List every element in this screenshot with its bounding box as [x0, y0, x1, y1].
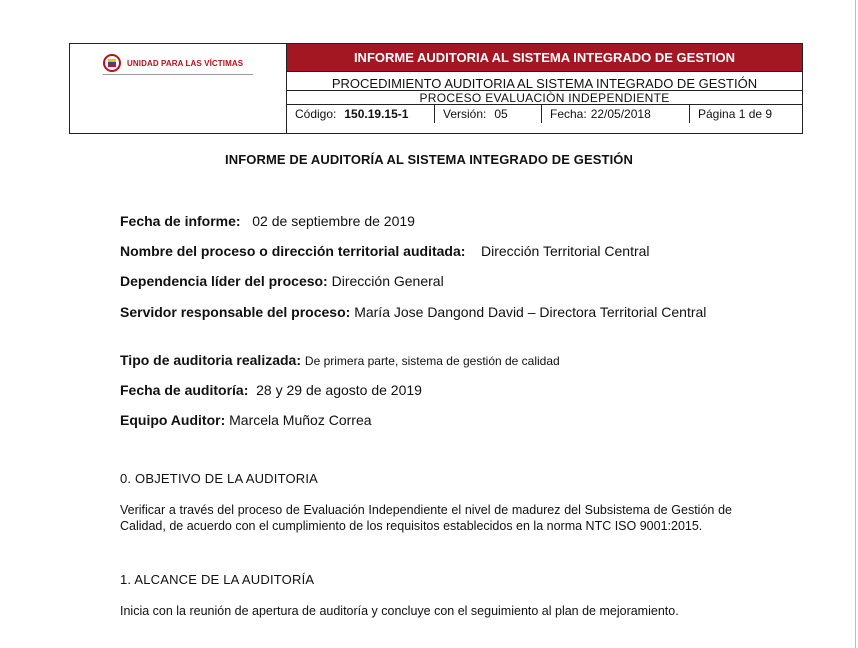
logo-divider — [103, 74, 253, 75]
version-cell — [435, 105, 542, 123]
document-title: INFORME DE AUDITORÍA AL SISTEMA INTEGRADO DE GESTIÓN — [225, 152, 633, 167]
audit-date-value: 28 y 29 de agosto de 2019 — [256, 382, 422, 398]
date-cell — [542, 105, 690, 123]
audit-team-value: Marcela Muñoz Correa — [229, 412, 372, 428]
header-process: PROCESO EVALUACIÒN INDEPENDIENTE — [287, 91, 802, 105]
header-title: INFORME AUDITORIA AL SISTEMA INTEGRADO DE GESTION — [287, 44, 802, 72]
objective-heading: 0. OBJETIVO DE LA AUDITORIA — [120, 471, 319, 486]
audit-type-label: Tipo de auditoria realizada: — [120, 352, 302, 368]
audit-date-label: Fecha de auditoría: — [120, 382, 249, 398]
page-edge — [855, 0, 856, 648]
scope-text: Inicia con la reunión de apertura de auditoría y concluye con el seguimiento al plan de mejoramiento. — [120, 604, 679, 618]
logo-text: UNIDAD PARA LAS VÍCTIMAS — [127, 58, 244, 68]
report-date-field — [120, 212, 760, 231]
audit-type-field — [120, 351, 760, 371]
logo-cell — [70, 44, 287, 133]
process-name-value: Dirección Territorial Central — [480, 243, 650, 259]
process-name-field — [120, 242, 760, 261]
code-value: 150.19.15-1 — [344, 107, 409, 121]
objective-text: Verificar a través del proceso de Evaluación Independiente el nivel de madurez del Subsistema de Gestión de Calidad, de acuerdo con el cumplimiento de los requisitos establecidos en la norma NTC ISO 9001:2015. — [120, 503, 732, 533]
lead-dependency-value: Dirección General — [331, 273, 444, 289]
version-label: Versión: — [443, 107, 487, 121]
lead-dependency-field — [120, 272, 760, 291]
logo — [103, 53, 253, 73]
process-name-label: Nombre del proceso o dirección territorial auditada: — [120, 243, 466, 259]
audit-team-field — [120, 411, 760, 430]
responsible-value: María Jose Dangond David – Directora Territorial Central — [354, 304, 707, 320]
header-info — [287, 44, 802, 133]
report-date-label: Fecha de informe: — [120, 213, 241, 229]
lead-dependency-label: Dependencia líder del proceso: — [120, 273, 328, 289]
page-cell — [690, 105, 802, 123]
date-value: 22/05/2018 — [590, 107, 651, 121]
header-procedure: PROCEDIMIENTO AUDITORIA AL SISTEMA INTEGRADO DE GESTIÓN — [287, 72, 802, 91]
version-value: 05 — [494, 107, 508, 121]
scope-heading: 1. ALCANCE DE LA AUDITORÍA — [120, 572, 315, 587]
report-date-value: 02 de septiembre de 2019 — [252, 213, 415, 229]
responsible-field — [120, 303, 740, 322]
code-cell — [287, 105, 435, 123]
date-label: Fecha: — [550, 107, 587, 121]
header-meta-row — [287, 105, 802, 123]
page-number: Página 1 de 9 — [698, 107, 773, 121]
audit-type-value: De primera parte, sistema de gestión de calidad — [304, 354, 560, 368]
coat-of-arms-icon — [103, 54, 121, 72]
document-header-table — [69, 43, 803, 134]
responsible-label: Servidor responsable del proceso: — [120, 304, 351, 320]
code-label: Código: — [295, 107, 337, 121]
audit-date-field — [120, 381, 760, 400]
audit-team-label: Equipo Auditor: — [120, 412, 226, 428]
